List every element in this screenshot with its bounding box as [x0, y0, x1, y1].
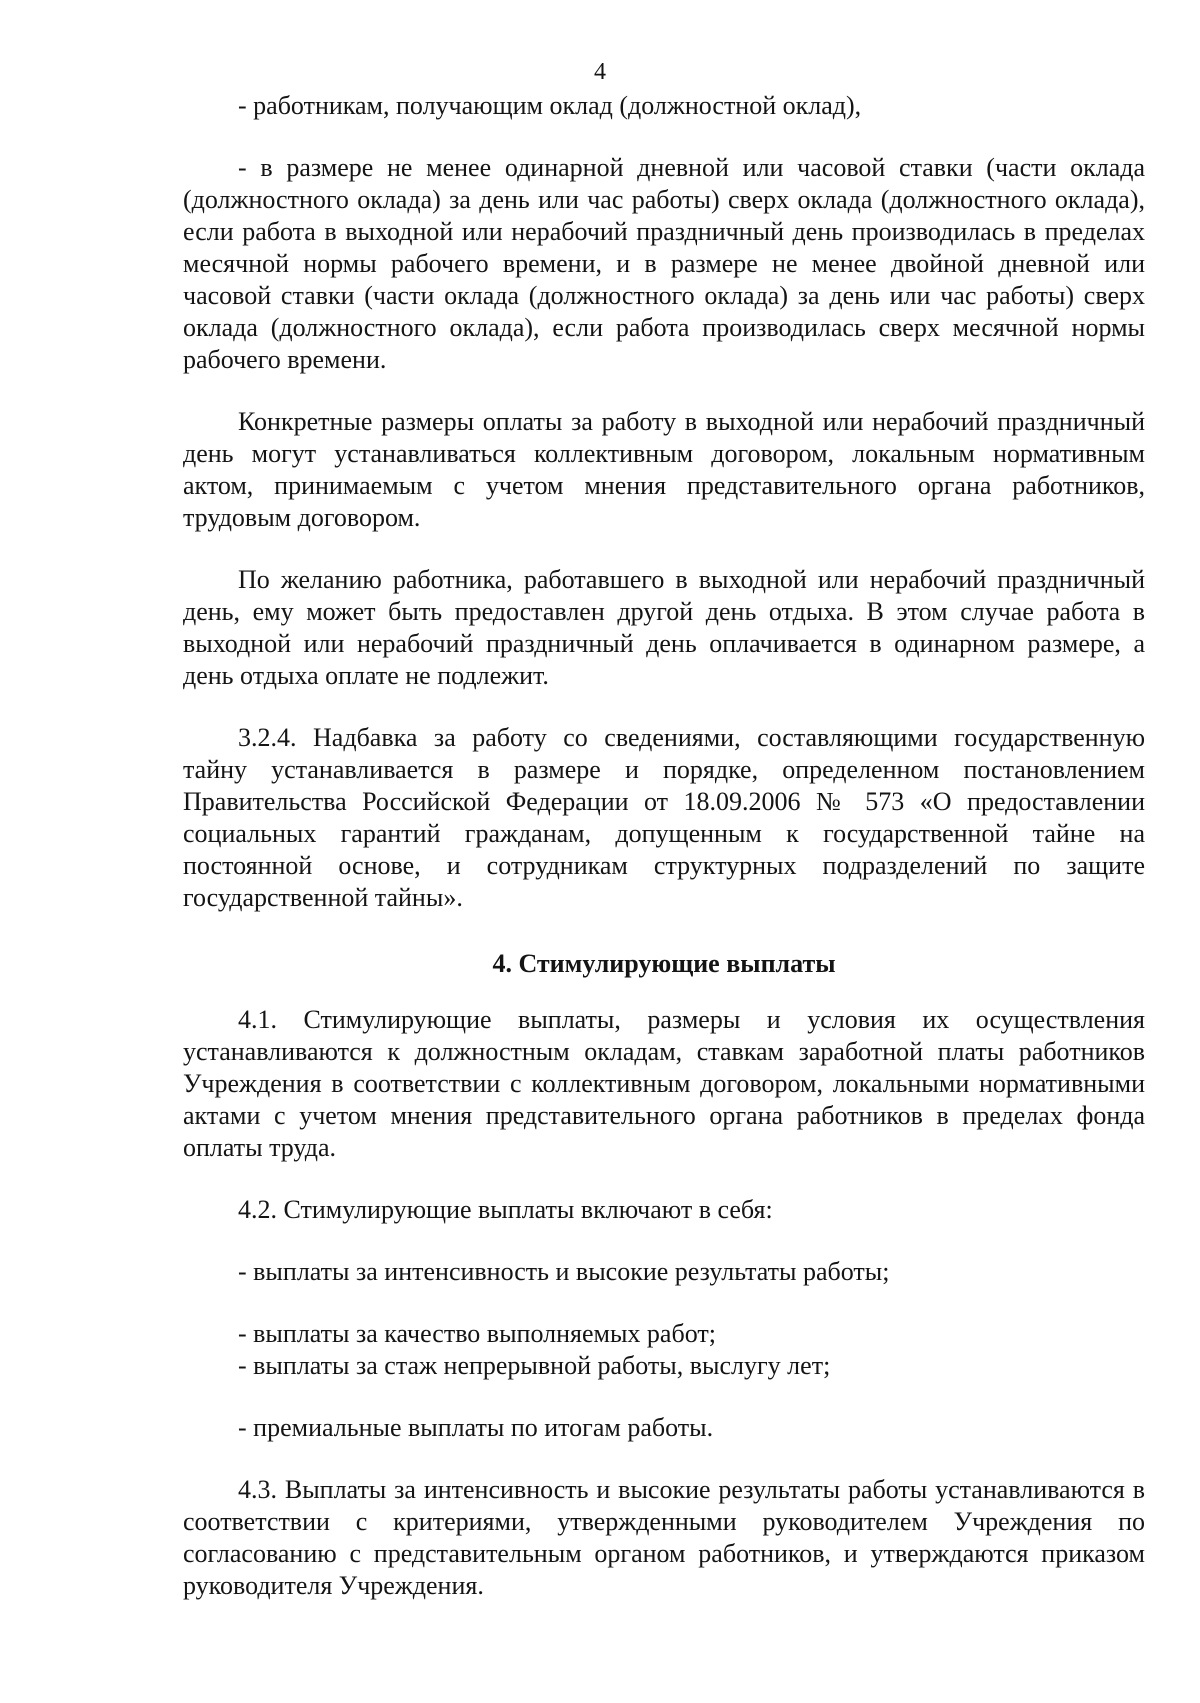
paragraph-4-2: 4.2. Стимулирующие выплаты включают в себя: [238, 1195, 773, 1224]
paragraph-employees-salary: - работникам, получающим оклад (должностной оклад), [238, 91, 862, 120]
list-item: - премиальные выплаты по итогам работы. [238, 1413, 714, 1442]
section-heading-4: 4. Стимулирующие выплаты [492, 949, 836, 978]
list-item: - выплаты за интенсивность и высокие результаты работы; [238, 1257, 890, 1286]
document-body [183, 90, 1145, 1602]
paragraph-4-3: 4.3. Выплаты за интенсивность и высокие результаты работы устанавливаются в соответствии с критериями, утвержденными руководителем Учреждения по согласованию с представительным органом работников, и утверждаются приказом руководителя Учреждения. [183, 1475, 1145, 1600]
paragraph-4-1: 4.1. Стимулирующие выплаты, размеры и условия их осуществления устанавливаются к должностным окладам, ставкам заработной платы работников Учреждения в соответствии с коллективным договором, локальными нормативными актами с учетом мнения представительного органа работников в пределах фонда оплаты труда. [183, 1005, 1145, 1162]
list-item: - выплаты за качество выполняемых работ; [238, 1319, 716, 1348]
paragraph-3-2-4: 3.2.4. Надбавка за работу со сведениями, составляющими государственную тайну устанавливается в размере и порядке, определенном постановлением Правительства Российской Федерации от 18.09.2006 № 573 «О предоставлении социальных гарантий гражданам, допущенным к государственной тайне на постоянной основе, и сотрудникам структурных подразделений по защите государственной тайны». [183, 723, 1145, 912]
paragraph-day-off: По желанию работника, работавшего в выходной или нерабочий праздничный день, ему может быть предоставлен другой день отдыха. В этом случае работа в выходной или нерабочий праздничный день оплачивается в одинарном размере, а день отдыха оплате не подлежит. [183, 565, 1145, 690]
paragraph-specific-amounts: Конкретные размеры оплаты за работу в выходной или нерабочий праздничный день могут устанавливаться коллективным договором, локальным нормативным актом, принимаемым с учетом мнения представительного органа работников, трудовым договором. [183, 407, 1145, 532]
list-item: - выплаты за стаж непрерывной работы, выслугу лет; [238, 1351, 831, 1380]
page-number: 4 [594, 59, 606, 85]
paragraph-payment-rate: - в размере не менее одинарной дневной или часовой ставки (части оклада (должностного оклада) за день или час работы) сверх оклада (должностного оклада), если работа в выходной или нерабочий праздничный день производилась в пределах месячной нормы рабочего времени, и в размере не менее двойной дневной или часовой ставки (части оклада (должностного оклада) за день или час работы) сверх оклада (должностного оклада), если работа производилась сверх месячной нормы рабочего времени. [183, 153, 1145, 374]
